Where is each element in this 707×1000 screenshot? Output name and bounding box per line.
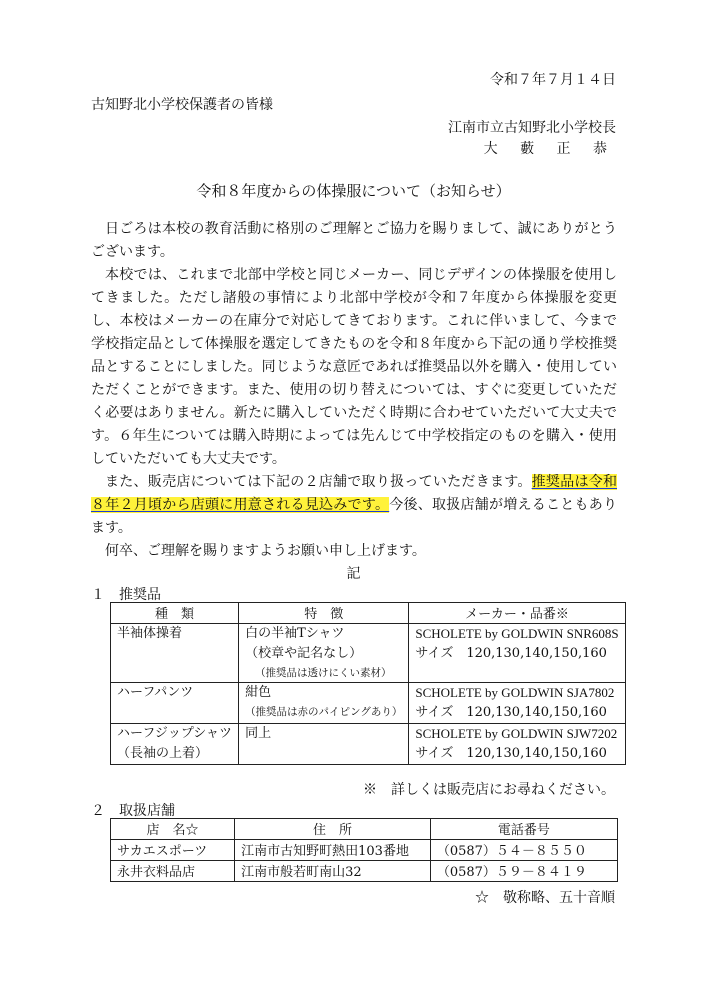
stores-text: また、販売店については下記の２店舗で取り扱っていただきます。 (105, 474, 532, 490)
paragraph-background: 本校では、これまで北部中学校と同じメーカー、同じデザインの体操服を使用してきました。ただし諸般の事情により北部中学校が令和７年度から体操服を変更し、本校はメーカーの在庫分で対応してきております。これに伴いまして、今まで学校指定品として体操服を選定してきたものを令和８年度から下記の通り学校推奨品とすることにしました。同じような意匠であれば推奨品以外を購入・使用していただくことができます。また、使用の切り替えについては、すぐに変更していただく必要はありません。新たに購入していただく時期に合わせていただいて大丈夫です。６年生については購入時期によっては先んじて中学校指定のものを購入・使用していただいても大丈夫です。 (91, 267, 617, 467)
store-phone: （0587）５９－８４１９ (430, 861, 617, 882)
store-name: 永井衣料品店 (111, 861, 235, 882)
paragraph-greeting: 日ごろは本校の教育活動に格別のご理解とご協力を賜りまして、誠にありがとうございます。 (91, 221, 617, 260)
document-title: 令和８年度からの体操服について（お知らせ） (196, 182, 511, 200)
column-header-phone: 電話番号 (430, 819, 617, 840)
stores-table (110, 818, 618, 882)
item-feature-cell (239, 724, 409, 765)
recommended-note: ※ 詳しくは販売店にお尋ねください。 (363, 782, 615, 798)
item-maker: SCHOLETE by GOLDWIN SJA7802 (415, 685, 615, 700)
column-header-store-name: 店 名☆ (111, 819, 235, 840)
table-row (111, 724, 626, 765)
table-row (111, 683, 626, 724)
item-maker-cell (409, 683, 625, 724)
section-stores-heading: ２ 取扱店舗 (91, 803, 175, 819)
table-row (111, 624, 626, 683)
item-feature-detail: （校章や記名なし） (245, 646, 363, 661)
paragraph-closing: 何卒、ご理解を賜りますようお願い申し上げます。 (105, 543, 426, 559)
addressee: 古知野北小学校保護者の皆様 (91, 97, 273, 113)
sender-name: 大 藪 正 恭 (483, 141, 616, 157)
item-feature: 同上 (245, 726, 272, 741)
item-feature-cell (239, 624, 409, 683)
item-type-cell (111, 724, 239, 765)
letter-date: 令和７年７月１４日 (490, 72, 616, 88)
item-sizes: サイズ 120,130,140,150,160 (415, 705, 607, 720)
item-type: ハーフジップシャツ (117, 726, 233, 741)
item-type-cell (111, 683, 239, 724)
table-header-row (111, 819, 618, 840)
item-maker: SCHOLETE by GOLDWIN SNR608S (415, 626, 619, 641)
table-row (111, 861, 618, 882)
store-name: サカエスポーツ (111, 840, 235, 861)
stores-text-end: 今後、取扱店舗が増えることもあります。 (91, 497, 617, 536)
item-maker-cell (409, 624, 625, 683)
item-type-cell (111, 624, 239, 683)
store-address: 江南市般若町南山32 (235, 861, 431, 882)
column-header-address: 住 所 (235, 819, 431, 840)
stores-note: ☆ 敬称略、五十音順 (475, 890, 615, 906)
item-sizes: サイズ 120,130,140,150,160 (415, 646, 607, 661)
item-type: 半袖体操着 (117, 626, 183, 641)
sender-organization: 江南市立古知野北小学校長 (448, 120, 616, 136)
item-feature: 白の半袖Tシャツ (245, 626, 345, 641)
item-maker: SCHOLETE by GOLDWIN SJW7202 (415, 726, 618, 741)
item-type: ハーフパンツ (117, 685, 194, 700)
letter-body (91, 218, 617, 563)
section-recommended-heading: １ 推奨品 (91, 587, 161, 603)
recommended-items-table (110, 602, 626, 765)
paragraph-stores (91, 471, 617, 540)
column-header-maker: メーカー・品番※ (409, 603, 625, 624)
item-feature: 紺色 (245, 685, 272, 700)
store-address: 江南市古知野町熱田103番地 (235, 840, 431, 861)
item-feature-cell (239, 683, 409, 724)
store-phone: （0587）５４－８５５０ (430, 840, 617, 861)
item-feature-note: （推奨品は透けにくい素材） (255, 667, 392, 679)
item-type-detail: （長袖の上着） (117, 746, 209, 761)
item-maker-cell (409, 724, 625, 765)
ki-heading: 記 (346, 566, 361, 582)
column-header-type: 種 類 (111, 603, 239, 624)
item-sizes: サイズ 120,130,140,150,160 (415, 746, 607, 761)
highlighted-availability: 推奨品は令和８年２月頃から店頭に用意される見込みです。 (91, 474, 617, 513)
table-header-row (111, 603, 626, 624)
item-feature-note: （推奨品は赤のパイピングあり） (245, 706, 403, 718)
table-row (111, 840, 618, 861)
column-header-feature: 特 徴 (239, 603, 409, 624)
